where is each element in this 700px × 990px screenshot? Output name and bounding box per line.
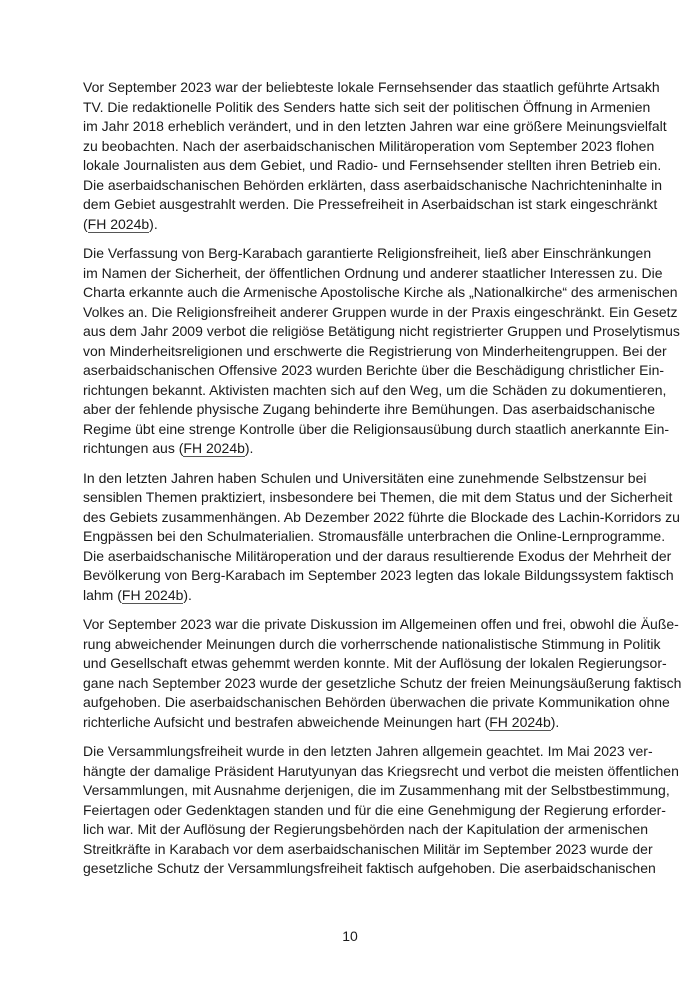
- page-number: 10: [342, 928, 358, 944]
- text-line: TV. Die redaktionelle Politik des Senders hatte sich seit der politischen Öffnung in Armenien: [83, 98, 651, 115]
- text-line: [83, 215, 617, 235]
- text-line: rung abweichender Meinungen durch die vorherrschende nationalistische Stimmung in Politik: [83, 635, 661, 652]
- citation-link[interactable]: FH 2024b: [489, 713, 551, 730]
- text-line: Vor September 2023 war die private Diskussion im Allgemeinen offen und frei, obwohl die Äuße-: [83, 616, 679, 632]
- text-line: richtungen bekannt. Aktivisten machten sich auf den Weg, um die Schäden zu dokumentieren,: [83, 381, 667, 398]
- text-line: Volkes an. Die Religionsfreiheit anderer Gruppen wurde in der Praxis eingeschränkt. Ein Gesetz: [83, 303, 678, 320]
- paragraph-private-discussion: [83, 615, 682, 732]
- document-body: [83, 78, 682, 889]
- paragraph-media: [83, 78, 667, 234]
- text-line: im Namen der Sicherheit, der öffentlichen Ordnung und anderer staatlicher Interessen zu. Die: [83, 264, 663, 281]
- text-line: lich war. Mit der Auflösung der Regierungsbehörden nach der Kapitulation der armenischen: [83, 821, 649, 837]
- text-line: [83, 713, 617, 733]
- text-line: Feiertagen oder Gedenktagen standen und für die eine Genehmigung der Regierung erforder-: [83, 801, 666, 818]
- text-line: gesetzliche Schutz der Versammlungsfreiheit faktisch aufgehoben. Die aserbaidschanischen: [83, 860, 656, 876]
- citation-link[interactable]: FH 2024b: [87, 215, 150, 232]
- text-line: sensiblen Themen praktiziert, insbesondere bei Themen, die mit dem Status und der Sicherheit: [83, 489, 673, 505]
- text-line: Die Verfassung von Berg-Karabach garantierte Religionsfreiheit, ließ aber Einschränkungen: [83, 245, 652, 261]
- text-line: des Gebiets zusammenhängen. Ab Dezember 2022 führte die Blockade des Lachin-Korridors zu: [83, 508, 680, 525]
- text-line: von Minderheitsreligionen und erschwerte die Registrierung von Minderheitengruppen. Bei der: [83, 342, 667, 359]
- text-fragment: (: [83, 215, 88, 232]
- text-line: Engpässen bei den Schulmaterialien. Stromausfälle unterbrachen die Online-Lernprogramme.: [83, 528, 666, 544]
- citation-link[interactable]: FH 2024b: [183, 440, 245, 456]
- text-line: und Gesellschaft etwas gehemmt werden konnte. Mit der Auflösung der lokalen Regierungsor-: [83, 655, 667, 671]
- text-line: gane nach September 2023 wurde der gesetzliche Schutz der freien Meinungsäußerung faktisch: [83, 674, 682, 691]
- paragraph-religion: [83, 244, 680, 459]
- text-line: Streitkräfte in Karabach vor dem aserbaidschanischen Militär im September 2023 wurde der: [83, 840, 653, 857]
- text-fragment: ).: [244, 440, 254, 456]
- citation-link[interactable]: FH 2024b: [121, 586, 184, 603]
- text-line: aber der fehlende physische Zugang behinderte ihre Bemühungen. Das aserbaidschanische: [83, 401, 656, 417]
- text-line: Bevölkerung von Berg-Karabach im September 2023 legten das lokale Bildungssystem faktisch: [83, 567, 674, 583]
- text-line: dem Gebiet ausgestrahlt werden. Die Pressefreiheit in Aserbaidschan ist stark eingeschränkt: [83, 196, 658, 212]
- text-fragment: ).: [183, 586, 192, 603]
- text-line: aus dem Jahr 2009 verbot die religiöse Betätigung nicht registrierter Gruppen und Proselytismus: [83, 323, 680, 339]
- paragraph-assembly: [83, 742, 679, 879]
- text-line: hängte der damalige Präsident Harutyunyan das Kriegsrecht und verbot die meisten öffentlichen: [83, 762, 679, 779]
- text-line: aserbaidschanischen Offensive 2023 wurden Berichte über die Beschädigung christlicher Ein-: [83, 362, 665, 378]
- text-line: Regime übt eine strenge Kontrolle über die Religionsausübung durch staatlich anerkannte Ein-: [83, 420, 670, 437]
- text-fragment: richterliche Aufsicht und bestrafen abweichende Meinungen hart (: [83, 713, 490, 730]
- text-fragment: richtungen aus (: [83, 440, 184, 456]
- paragraph-education: [83, 469, 680, 606]
- text-fragment: ).: [550, 713, 560, 730]
- text-fragment: lahm (: [83, 586, 122, 603]
- text-line: [83, 439, 617, 459]
- text-line: Vor September 2023 war der beliebteste lokale Fernsehsender das staatlich geführte Artsakh: [83, 79, 660, 95]
- text-line: Die aserbaidschanischen Behörden erklärten, dass aserbaidschanische Nachrichteninhalte in: [83, 176, 663, 193]
- text-line: Versammlungen, mit Ausnahme derjenigen, die im Zusammenhang mit der Selbstbestimmung,: [83, 782, 670, 798]
- text-fragment: ).: [149, 215, 158, 232]
- text-line: Die aserbaidschanische Militäroperation und der daraus resultierende Exodus der Mehrheit der: [83, 547, 672, 564]
- text-line: aufgehoben. Die aserbaidschanischen Behörden überwachen die private Kommunikation ohne: [83, 694, 670, 710]
- text-line: lokale Journalisten aus dem Gebiet, und Radio- und Fernsehsender stellten ihren Betrieb ein.: [83, 157, 662, 173]
- text-line: im Jahr 2018 erheblich verändert, und in den letzten Jahren war eine größere Meinungsvielfalt: [83, 118, 667, 134]
- text-line: Die Versammlungsfreiheit wurde in den letzten Jahren allgemein geachtet. Im Mai 2023 ver-: [83, 743, 653, 759]
- text-line: zu beobachten. Nach der aserbaidschanischen Militäroperation vom September 2023 flohen: [83, 137, 655, 154]
- text-line: [83, 586, 617, 606]
- text-line: Charta erkannte auch die Armenische Apostolische Kirche als „Nationalkirche“ des armenischen: [83, 284, 678, 300]
- text-line: In den letzten Jahren haben Schulen und Universitäten eine zunehmende Selbstzensur bei: [83, 469, 647, 486]
